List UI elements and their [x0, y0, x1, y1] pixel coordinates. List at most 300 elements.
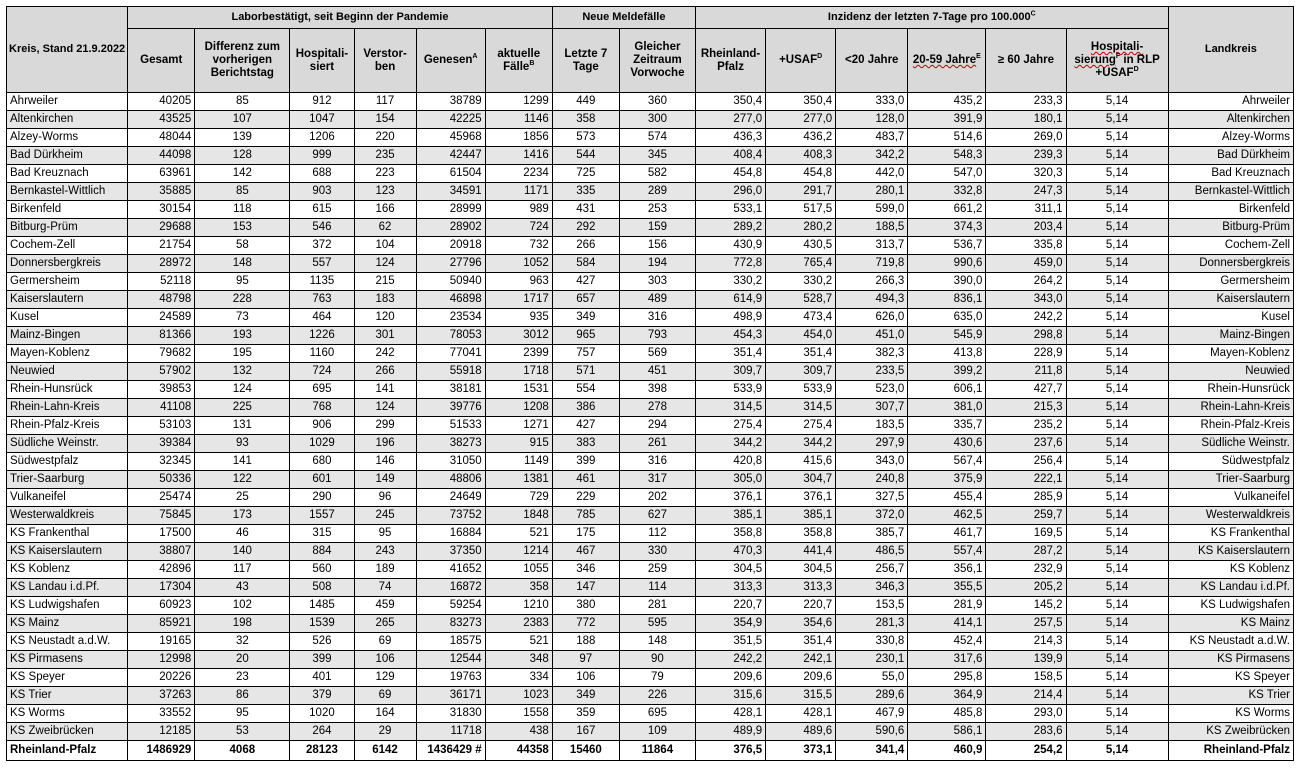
cell-inzidenz-usaf: 473,4 — [766, 309, 836, 327]
cell-aktuelle-faelle: 438 — [485, 723, 552, 741]
cell-inzidenz-ab-60: 237,6 — [986, 435, 1066, 453]
cell-hospitalisiert: 615 — [290, 201, 354, 219]
header-hospinz-sup2: D — [1133, 66, 1139, 74]
cell-inzidenz-unter-20: 233,5 — [836, 363, 908, 381]
cell-letzte-7-tage: 431 — [552, 201, 619, 219]
cell-gesamt: 81366 — [128, 327, 195, 345]
cell-gleicher-zeitraum: 330 — [619, 543, 695, 561]
cell-gesamt: 21754 — [128, 237, 195, 255]
cell-landkreis: KS Trier — [1168, 687, 1293, 705]
cell-landkreis: KS Kaiserslautern — [1168, 543, 1293, 561]
cell-kreis: Ahrweiler — [7, 93, 128, 111]
cell-verstorben: 124 — [354, 255, 416, 273]
cell-inzidenz-20-59: 332,8 — [908, 183, 986, 201]
cell-inzidenz-usaf: 428,1 — [766, 705, 836, 723]
header-landkreis: Landkreis — [1168, 7, 1293, 93]
cell-kreis: Westerwaldkreis — [7, 507, 128, 525]
cell-inzidenz-rlp: 309,7 — [696, 363, 766, 381]
cell-differenz: 95 — [195, 273, 290, 291]
cell-inzidenz-20-59: 586,1 — [908, 723, 986, 741]
cell-gleicher-zeitraum: 253 — [619, 201, 695, 219]
cell-hospitalisierung: 5,14 — [1066, 381, 1168, 399]
cell-inzidenz-20-59: 567,4 — [908, 453, 986, 471]
cell-landkreis: Südwestpfalz — [1168, 453, 1293, 471]
cell-inzidenz-20-59: 335,7 — [908, 417, 986, 435]
cell-gesamt: 25474 — [128, 489, 195, 507]
cell-gesamt: 41108 — [128, 399, 195, 417]
cell-hospitalisiert: 695 — [290, 381, 354, 399]
cell-kreis: Bitburg-Prüm — [7, 219, 128, 237]
cell-hospitalisiert: 464 — [290, 309, 354, 327]
cell-letzte-7-tage: 449 — [552, 93, 619, 111]
cell-aktuelle-faelle: 521 — [485, 525, 552, 543]
cell-hospitalisierung: 5,14 — [1066, 93, 1168, 111]
cell-inzidenz-usaf: 277,0 — [766, 111, 836, 129]
cell-inzidenz-ab-60: 228,9 — [986, 345, 1066, 363]
cell-differenz: 32 — [195, 633, 290, 651]
cell-kreis: Rhein-Lahn-Kreis — [7, 399, 128, 417]
cell-inzidenz-usaf: 385,1 — [766, 507, 836, 525]
cell-landkreis: Cochem-Zell — [1168, 237, 1293, 255]
cell-inzidenz-ab-60: 139,9 — [986, 651, 1066, 669]
cell-inzidenz-usaf: 765,4 — [766, 255, 836, 273]
cell-genesen: 31050 — [416, 453, 485, 471]
cell-differenz: 225 — [195, 399, 290, 417]
table-row — [7, 705, 1294, 723]
table-row — [7, 543, 1294, 561]
cell-gesamt: 37263 — [128, 687, 195, 705]
cell-inzidenz-rlp: 354,9 — [696, 615, 766, 633]
cell-verstorben: 223 — [354, 165, 416, 183]
cell-gleicher-zeitraum: 289 — [619, 183, 695, 201]
cell-aktuelle-faelle: 358 — [485, 579, 552, 597]
cell-hospitalisiert: 1160 — [290, 345, 354, 363]
cell-hospitalisiert: 1226 — [290, 327, 354, 345]
cell-inzidenz-20-59: 606,1 — [908, 381, 986, 399]
cell-differenz: 85 — [195, 93, 290, 111]
cell-inzidenz-ab-60: 235,2 — [986, 417, 1066, 435]
cell-inzidenz-rlp: 277,0 — [696, 111, 766, 129]
header-genesen-text: Genesen — [423, 54, 473, 66]
cell-inzidenz-usaf: 528,7 — [766, 291, 836, 309]
cell-landkreis: Alzey-Worms — [1168, 129, 1293, 147]
cell-hospitalisiert: 1029 — [290, 435, 354, 453]
cell-hospitalisiert: 884 — [290, 543, 354, 561]
header-genesen — [416, 29, 485, 93]
header-20-59-sup: E — [976, 53, 981, 61]
cell-kreis: KS Frankenthal — [7, 525, 128, 543]
cell-inzidenz-unter-20: 256,7 — [836, 561, 908, 579]
cell-verstorben: 301 — [354, 327, 416, 345]
cell-inzidenz-usaf: 344,2 — [766, 435, 836, 453]
cell-inzidenz-ab-60: 158,5 — [986, 669, 1066, 687]
cell-inzidenz-20-59: 391,9 — [908, 111, 986, 129]
cell-gleicher-zeitraum: 281 — [619, 597, 695, 615]
cell-kreis: Donnersbergkreis — [7, 255, 128, 273]
cell-hospitalisiert: 906 — [290, 417, 354, 435]
cell-inzidenz-usaf: 517,5 — [766, 201, 836, 219]
cell-genesen: 28902 — [416, 219, 485, 237]
cell-aktuelle-faelle: 1055 — [485, 561, 552, 579]
cell-gleicher-zeitraum: 148 — [619, 633, 695, 651]
cell-inzidenz-ab-60: 283,6 — [986, 723, 1066, 741]
cell-landkreis: KS Koblenz — [1168, 561, 1293, 579]
cell-verstorben: 166 — [354, 201, 416, 219]
cell-verstorben: 104 — [354, 237, 416, 255]
cell-inzidenz-rlp: 220,7 — [696, 597, 766, 615]
cell-inzidenz-20-59: 390,0 — [908, 273, 986, 291]
cell-inzidenz-rlp: 614,9 — [696, 291, 766, 309]
cell-landkreis: Südliche Weinstr. — [1168, 435, 1293, 453]
cell-letzte-7-tage: 571 — [552, 363, 619, 381]
table-row — [7, 201, 1294, 219]
cell-hospitalisiert: 557 — [290, 255, 354, 273]
cell-gesamt: 43525 — [128, 111, 195, 129]
cell-inzidenz-20-59: 485,8 — [908, 705, 986, 723]
header-ab-60: ≥ 60 Jahre — [986, 29, 1066, 93]
cell-hospitalisiert: 912 — [290, 93, 354, 111]
cell-hospitalisiert: 601 — [290, 471, 354, 489]
cell-genesen: 23534 — [416, 309, 485, 327]
cell-aktuelle-faelle: 3012 — [485, 327, 552, 345]
cell-inzidenz-unter-20: 289,6 — [836, 687, 908, 705]
cell-aktuelle-faelle: 1416 — [485, 147, 552, 165]
cell-kreis: KS Neustadt a.d.W. — [7, 633, 128, 651]
cell-hospitalisiert: 560 — [290, 561, 354, 579]
cell-aktuelle-faelle: 2383 — [485, 615, 552, 633]
cell-inzidenz-20-59: 430,6 — [908, 435, 986, 453]
cell-differenz: 107 — [195, 111, 290, 129]
cell-genesen: 61504 — [416, 165, 485, 183]
cell-genesen: 34591 — [416, 183, 485, 201]
cell-verstorben: 141 — [354, 381, 416, 399]
cell-inzidenz-usaf: 489,6 — [766, 723, 836, 741]
cell-landkreis: Mainz-Bingen — [1168, 327, 1293, 345]
cell-differenz: 128 — [195, 147, 290, 165]
cell-gesamt: 75845 — [128, 507, 195, 525]
cell-gleicher-zeitraum: 695 — [619, 705, 695, 723]
cell-differenz: 195 — [195, 345, 290, 363]
cell-gleicher-zeitraum: 316 — [619, 453, 695, 471]
cell-inzidenz-usaf: 304,5 — [766, 561, 836, 579]
cell-aktuelle-faelle: 729 — [485, 489, 552, 507]
cell-inzidenz-unter-20: 626,0 — [836, 309, 908, 327]
cell-letzte-7-tage: 188 — [552, 633, 619, 651]
total-cell-inzidenz-unter-20: 341,4 — [836, 741, 908, 761]
cell-inzidenz-rlp: 358,8 — [696, 525, 766, 543]
cell-hospitalisiert: 399 — [290, 651, 354, 669]
cell-inzidenz-ab-60: 259,7 — [986, 507, 1066, 525]
cell-gleicher-zeitraum: 595 — [619, 615, 695, 633]
cell-hospitalisierung: 5,14 — [1066, 201, 1168, 219]
header-hospitalisiert: Hospitali-siert — [290, 29, 354, 93]
cell-landkreis: Mayen-Koblenz — [1168, 345, 1293, 363]
cell-inzidenz-ab-60: 293,0 — [986, 705, 1066, 723]
cell-inzidenz-rlp: 315,6 — [696, 687, 766, 705]
cell-aktuelle-faelle: 1271 — [485, 417, 552, 435]
cell-aktuelle-faelle: 1381 — [485, 471, 552, 489]
cell-gesamt: 12185 — [128, 723, 195, 741]
cell-genesen: 46898 — [416, 291, 485, 309]
cell-gesamt: 35885 — [128, 183, 195, 201]
cell-gesamt: 42896 — [128, 561, 195, 579]
cell-verstorben: 129 — [354, 669, 416, 687]
cell-inzidenz-rlp: 330,2 — [696, 273, 766, 291]
cell-differenz: 46 — [195, 525, 290, 543]
cell-hospitalisiert: 546 — [290, 219, 354, 237]
cell-letzte-7-tage: 147 — [552, 579, 619, 597]
cell-genesen: 20918 — [416, 237, 485, 255]
cell-letzte-7-tage: 461 — [552, 471, 619, 489]
cell-inzidenz-usaf: 354,6 — [766, 615, 836, 633]
cell-differenz: 122 — [195, 471, 290, 489]
cell-verstorben: 117 — [354, 93, 416, 111]
cell-landkreis: Rhein-Hunsrück — [1168, 381, 1293, 399]
cell-landkreis: Bernkastel-Wittlich — [1168, 183, 1293, 201]
table-row — [7, 723, 1294, 741]
cell-inzidenz-20-59: 281,9 — [908, 597, 986, 615]
cell-inzidenz-unter-20: 297,9 — [836, 435, 908, 453]
cell-kreis: Bad Kreuznach — [7, 165, 128, 183]
cell-hospitalisierung: 5,14 — [1066, 507, 1168, 525]
header-hospinz-c: in RLP +USAF — [1095, 54, 1160, 79]
cell-inzidenz-20-59: 356,1 — [908, 561, 986, 579]
cell-gesamt: 28972 — [128, 255, 195, 273]
cell-landkreis: Kusel — [1168, 309, 1293, 327]
header-gesamt: Gesamt — [128, 29, 195, 93]
cell-aktuelle-faelle: 1208 — [485, 399, 552, 417]
cell-gesamt: 57902 — [128, 363, 195, 381]
total-cell-aktuelle-faelle: 44358 — [485, 741, 552, 761]
cell-verstorben: 164 — [354, 705, 416, 723]
cell-aktuelle-faelle: 1848 — [485, 507, 552, 525]
cell-hospitalisierung: 5,14 — [1066, 597, 1168, 615]
cell-inzidenz-ab-60: 247,3 — [986, 183, 1066, 201]
cell-inzidenz-rlp: 454,3 — [696, 327, 766, 345]
cell-genesen: 51533 — [416, 417, 485, 435]
header-letzte-7-tage: Letzte 7 Tage — [552, 29, 619, 93]
cell-inzidenz-rlp: 430,9 — [696, 237, 766, 255]
cell-inzidenz-rlp: 489,9 — [696, 723, 766, 741]
cell-gesamt: 52118 — [128, 273, 195, 291]
table-row — [7, 111, 1294, 129]
cell-verstorben: 243 — [354, 543, 416, 561]
cell-inzidenz-rlp: 350,4 — [696, 93, 766, 111]
cell-gleicher-zeitraum: 156 — [619, 237, 695, 255]
cell-gleicher-zeitraum: 109 — [619, 723, 695, 741]
cell-inzidenz-unter-20: 599,0 — [836, 201, 908, 219]
total-cell-letzte-7-tage: 15460 — [552, 741, 619, 761]
cell-gleicher-zeitraum: 569 — [619, 345, 695, 363]
cell-aktuelle-faelle: 348 — [485, 651, 552, 669]
cell-hospitalisiert: 401 — [290, 669, 354, 687]
cell-inzidenz-20-59: 295,8 — [908, 669, 986, 687]
cell-gesamt: 20226 — [128, 669, 195, 687]
cell-landkreis: KS Ludwigshafen — [1168, 597, 1293, 615]
cell-kreis: KS Kaiserslautern — [7, 543, 128, 561]
cell-verstorben: 154 — [354, 111, 416, 129]
cell-landkreis: Kaiserslautern — [1168, 291, 1293, 309]
cell-inzidenz-usaf: 533,9 — [766, 381, 836, 399]
cell-aktuelle-faelle: 1531 — [485, 381, 552, 399]
cell-inzidenz-rlp: 454,8 — [696, 165, 766, 183]
cell-aktuelle-faelle: 334 — [485, 669, 552, 687]
total-cell-inzidenz-rlp: 376,5 — [696, 741, 766, 761]
cell-landkreis: Donnersbergkreis — [1168, 255, 1293, 273]
table-row — [7, 93, 1294, 111]
cell-letzte-7-tage: 380 — [552, 597, 619, 615]
cell-inzidenz-usaf: 315,5 — [766, 687, 836, 705]
cell-letzte-7-tage: 772 — [552, 615, 619, 633]
cell-inzidenz-rlp: 498,9 — [696, 309, 766, 327]
cell-gesamt: 44098 — [128, 147, 195, 165]
cell-aktuelle-faelle: 724 — [485, 219, 552, 237]
cell-kreis: Germersheim — [7, 273, 128, 291]
cell-gesamt: 39384 — [128, 435, 195, 453]
cell-inzidenz-unter-20: 523,0 — [836, 381, 908, 399]
cell-genesen: 37350 — [416, 543, 485, 561]
cell-genesen: 39776 — [416, 399, 485, 417]
cell-genesen: 11718 — [416, 723, 485, 741]
cell-gleicher-zeitraum: 317 — [619, 471, 695, 489]
cell-landkreis: Altenkirchen — [1168, 111, 1293, 129]
cell-genesen: 38789 — [416, 93, 485, 111]
cell-inzidenz-20-59: 461,7 — [908, 525, 986, 543]
cell-inzidenz-usaf: 351,4 — [766, 633, 836, 651]
cell-inzidenz-rlp: 289,2 — [696, 219, 766, 237]
cell-hospitalisierung: 5,14 — [1066, 453, 1168, 471]
cell-verstorben: 299 — [354, 417, 416, 435]
cell-differenz: 153 — [195, 219, 290, 237]
header-rheinland-pfalz: Rheinland-Pfalz — [696, 29, 766, 93]
cell-letzte-7-tage: 725 — [552, 165, 619, 183]
cell-kreis: Rhein-Hunsrück — [7, 381, 128, 399]
cell-gleicher-zeitraum: 398 — [619, 381, 695, 399]
cell-inzidenz-usaf: 376,1 — [766, 489, 836, 507]
total-cell-inzidenz-20-59: 460,9 — [908, 741, 986, 761]
cell-gleicher-zeitraum: 489 — [619, 291, 695, 309]
cell-inzidenz-rlp: 533,9 — [696, 381, 766, 399]
cell-inzidenz-20-59: 381,0 — [908, 399, 986, 417]
cell-verstorben: 266 — [354, 363, 416, 381]
total-cell-gleicher-zeitraum: 11864 — [619, 741, 695, 761]
cell-verstorben: 146 — [354, 453, 416, 471]
cell-inzidenz-usaf: 454,8 — [766, 165, 836, 183]
cell-inzidenz-ab-60: 145,2 — [986, 597, 1066, 615]
cell-landkreis: Bad Kreuznach — [1168, 165, 1293, 183]
cell-inzidenz-ab-60: 311,1 — [986, 201, 1066, 219]
cell-hospitalisiert: 724 — [290, 363, 354, 381]
cell-aktuelle-faelle: 1052 — [485, 255, 552, 273]
cell-letzte-7-tage: 383 — [552, 435, 619, 453]
cell-aktuelle-faelle: 732 — [485, 237, 552, 255]
cell-verstorben: 189 — [354, 561, 416, 579]
cell-verstorben: 124 — [354, 399, 416, 417]
cell-gleicher-zeitraum: 90 — [619, 651, 695, 669]
cell-aktuelle-faelle: 1149 — [485, 453, 552, 471]
cell-inzidenz-usaf: 220,7 — [766, 597, 836, 615]
cell-verstorben: 74 — [354, 579, 416, 597]
cell-inzidenz-usaf: 304,7 — [766, 471, 836, 489]
cell-gleicher-zeitraum: 79 — [619, 669, 695, 687]
total-cell-verstorben: 6142 — [354, 741, 416, 761]
cell-gesamt: 30154 — [128, 201, 195, 219]
cell-aktuelle-faelle: 1146 — [485, 111, 552, 129]
cell-verstorben: 106 — [354, 651, 416, 669]
cell-landkreis: Rhein-Lahn-Kreis — [1168, 399, 1293, 417]
table-row — [7, 363, 1294, 381]
table-row — [7, 489, 1294, 507]
cell-aktuelle-faelle: 2399 — [485, 345, 552, 363]
cell-letzte-7-tage: 358 — [552, 111, 619, 129]
cell-hospitalisiert: 688 — [290, 165, 354, 183]
cell-verstorben: 149 — [354, 471, 416, 489]
cell-gesamt: 17304 — [128, 579, 195, 597]
table-row — [7, 273, 1294, 291]
cell-inzidenz-usaf: 441,4 — [766, 543, 836, 561]
cell-hospitalisierung: 5,14 — [1066, 579, 1168, 597]
cell-inzidenz-unter-20: 183,5 — [836, 417, 908, 435]
cell-differenz: 142 — [195, 165, 290, 183]
cell-hospitalisierung: 5,14 — [1066, 345, 1168, 363]
cell-genesen: 38181 — [416, 381, 485, 399]
cell-verstorben: 123 — [354, 183, 416, 201]
cell-inzidenz-unter-20: 451,0 — [836, 327, 908, 345]
cell-inzidenz-usaf: 358,8 — [766, 525, 836, 543]
cell-kreis: Alzey-Worms — [7, 129, 128, 147]
cell-kreis: Trier-Saarburg — [7, 471, 128, 489]
cell-inzidenz-unter-20: 266,3 — [836, 273, 908, 291]
cell-gleicher-zeitraum: 582 — [619, 165, 695, 183]
cell-hospitalisierung: 5,14 — [1066, 435, 1168, 453]
cell-differenz: 148 — [195, 255, 290, 273]
table-row — [7, 687, 1294, 705]
cell-letzte-7-tage: 292 — [552, 219, 619, 237]
table-row — [7, 309, 1294, 327]
cell-verstorben: 459 — [354, 597, 416, 615]
cell-verstorben: 120 — [354, 309, 416, 327]
table-row — [7, 255, 1294, 273]
cell-hospitalisiert: 372 — [290, 237, 354, 255]
cell-inzidenz-unter-20: 467,9 — [836, 705, 908, 723]
cell-inzidenz-rlp: 436,3 — [696, 129, 766, 147]
header-group-inzidenz-text: Inzidenz der letzten 7-Tage pro 100.000 — [827, 11, 1031, 23]
cell-inzidenz-20-59: 374,3 — [908, 219, 986, 237]
header-aktuelle-faelle — [485, 29, 552, 93]
cell-inzidenz-20-59: 536,7 — [908, 237, 986, 255]
cell-hospitalisierung: 5,14 — [1066, 309, 1168, 327]
cell-hospitalisierung: 5,14 — [1066, 543, 1168, 561]
cell-aktuelle-faelle: 1214 — [485, 543, 552, 561]
cell-letzte-7-tage: 544 — [552, 147, 619, 165]
cell-verstorben: 183 — [354, 291, 416, 309]
cell-hospitalisierung: 5,14 — [1066, 615, 1168, 633]
cell-hospitalisierung: 5,14 — [1066, 363, 1168, 381]
cell-differenz: 132 — [195, 363, 290, 381]
cell-gesamt: 32345 — [128, 453, 195, 471]
cell-verstorben: 215 — [354, 273, 416, 291]
cell-landkreis: KS Frankenthal — [1168, 525, 1293, 543]
cell-genesen: 42225 — [416, 111, 485, 129]
cell-inzidenz-ab-60: 239,3 — [986, 147, 1066, 165]
cell-inzidenz-ab-60: 222,1 — [986, 471, 1066, 489]
cell-inzidenz-20-59: 545,9 — [908, 327, 986, 345]
table-row — [7, 345, 1294, 363]
cell-kreis: KS Koblenz — [7, 561, 128, 579]
cell-inzidenz-ab-60: 256,4 — [986, 453, 1066, 471]
header-group-neue-meldefaelle: Neue Meldefälle — [552, 7, 695, 29]
cell-inzidenz-ab-60: 459,0 — [986, 255, 1066, 273]
